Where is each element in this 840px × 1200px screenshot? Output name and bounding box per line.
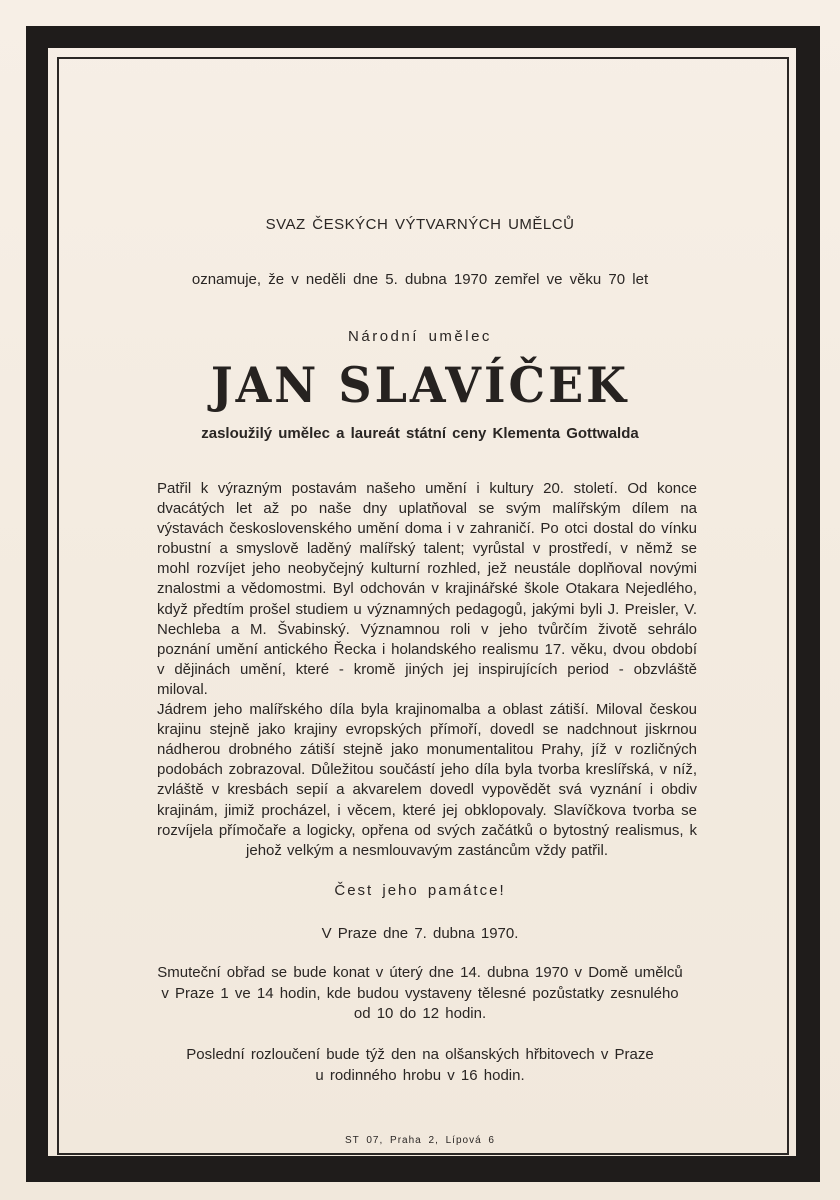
- farewell-line: Poslední rozloučení bude týž den na olšanských hřbitovech v Praze: [186, 1046, 654, 1063]
- honor-line: Čest jeho památce!: [334, 882, 506, 899]
- biography-text: [157, 479, 697, 861]
- biography-paragraph: Jádrem jeho malířského díla byla krajinomalba a oblast zátiší. Miloval českou krajinu stejně jako krajiny evropských přímoří, dovedl se nadchnout jiskrnou nádherou drobného zátiší stejně jako monumentalitou Prahy, jíž v rozličných podobách zobrazoval. Důležitou součástí jeho díla byla tvorba kreslířská, v níž, zvláště v kresbách sepií a akvarelem dovedl vypovědět svá vyznání i obdiv krajinám, jimiž procházel, i věcem, které jej obklopovaly. Slavíčkova tvorba se rozvíjela přímočaře a logicky, opřena od svých začátků o bytostný realismus, k jehož velkým a nesmlouvavým zastáncům vždy patřil.: [157, 701, 697, 859]
- honors-line: zasloužilý umělec a laureát státní ceny Klementa Gottwalda: [201, 425, 639, 442]
- funeral-line: Smuteční obřad se bude konat v úterý dne 14. dubna 1970 v Domě umělců: [157, 964, 683, 981]
- organization-heading: SVAZ ČESKÝCH VÝTVARNÝCH UMĚLCŮ: [265, 216, 575, 233]
- funeral-details: [130, 963, 710, 1025]
- funeral-line: v Praze 1 ve 14 hodin, kde budou vystaveny tělesné pozůstatky zesnulého: [161, 984, 679, 1002]
- deceased-name: JAN SLAVÍČEK: [210, 356, 630, 414]
- printer-imprint: ST 07, Praha 2, Lípová 6: [344, 1135, 495, 1146]
- title-prefix: Národní umělec: [348, 328, 492, 345]
- announcement-line: oznamuje, že v neděli dne 5. dubna 1970 zemřel ve věku 70 let: [191, 271, 649, 288]
- biography-paragraph: Patřil k výrazným postavám našeho umění i kultury 20. století. Od konce dvacátých let až po naše dny uplatňoval se svým malířským dílem na výstavách československého umění doma i v zahraničí. Po otci dostal do vínku robustní a smyslově laděný malířský talent; vyrůstal v prostředí, v němž se mohl rozvíjet jeho neobyčejný kulturní rozhled, jež neustále doplňoval novými znalostmi a vědomostmi. Byl odchován v krajinářské škole Otakara Nejedlého, když předtím prošel studiem u významných pedagogů, jakými byli J. Preisler, V. Nechleba a M. Švabinský. Významnou roli v jeho tvůrčím životě sehrálo poznání umění antického Řecka i holandského realismu 17. věku, dvou období v dějinách umění, které - kromě jiných jej inspirujících period - obzvláště miloval.: [157, 480, 697, 698]
- farewell-details: [130, 1045, 710, 1086]
- funeral-line: od 10 do 12 hodin.: [353, 1005, 487, 1022]
- farewell-line: u rodinného hrobu v 16 hodin.: [315, 1066, 525, 1084]
- place-date: V Praze dne 7. dubna 1970.: [321, 925, 519, 942]
